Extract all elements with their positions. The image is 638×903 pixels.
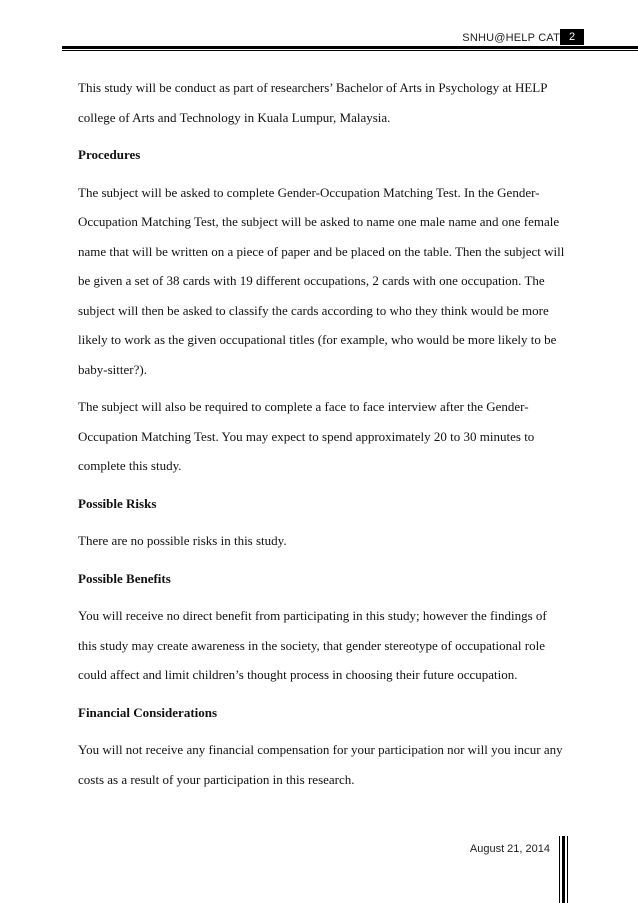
risks-paragraph: There are no possible risks in this study.	[78, 533, 287, 548]
page-number: 2	[560, 29, 584, 45]
risks-heading: Possible Risks	[78, 495, 157, 511]
procedures-heading: Procedures	[78, 147, 141, 162]
benefits-heading: Possible Benefits	[78, 570, 171, 586]
procedures-paragraph-2: The subject will also be required to complete a face to face interview after the Gender-Occupation Matching Test. You may expect to spend approximately 20 to 30 minutes to complete this study.	[78, 399, 535, 473]
footer-decorative-bars	[559, 836, 573, 903]
page-header	[0, 0, 638, 60]
benefits-paragraph: You will receive no direct benefit from participating in this study; however the findings of this study may create awareness in the society, that gender stereotype of occupational role could affect and limit children’s thought process in choosing their future occupation.	[78, 608, 547, 682]
running-title: SNHU@HELP CAT	[462, 32, 560, 44]
financial-heading: Financial Considerations	[78, 704, 218, 720]
procedures-paragraph-1: The subject will be asked to complete Gender-Occupation Matching Test. In the Gender-Occupation Matching Test, the subject will be asked to name one male name and one female name that will be written on a piece of paper and be placed on the table. Then the subject will be given a set of 38 cards with 19 different occupations, 2 cards with one occupation. The subject will then be asked to classify the cards according to who they think would be more likely to work as the given occupational titles (for example, who would be more likely to be baby-sitter?).	[78, 184, 565, 377]
intro-paragraph: This study will be conduct as part of researchers’ Bachelor of Arts in Psychology at HELP college of Arts and Technology in Kuala Lumpur, Malaysia.	[78, 80, 547, 125]
header-rule-thick	[62, 46, 638, 49]
financial-paragraph: You will not receive any financial compensation for your participation nor will you incur any costs as a result of your participation in this research.	[78, 742, 563, 787]
document-body	[78, 73, 568, 794]
header-rule-thin	[62, 50, 638, 51]
footer-date: August 21, 2014	[469, 843, 550, 855]
